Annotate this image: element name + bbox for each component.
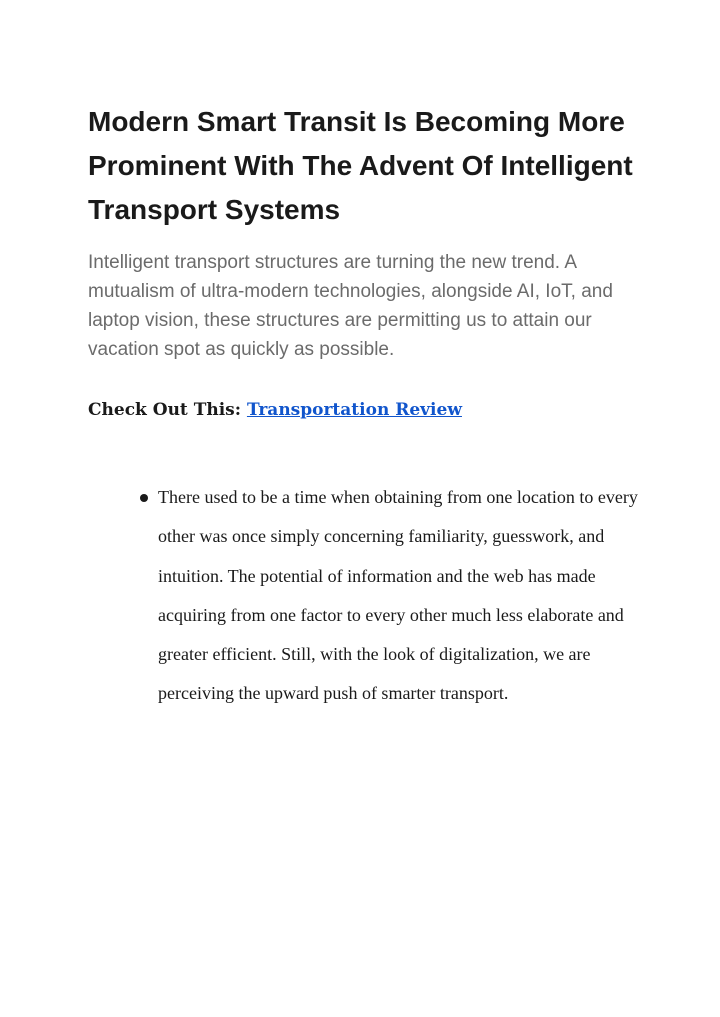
check-out-line bbox=[88, 397, 648, 423]
transportation-review-link[interactable]: Transportation Review bbox=[246, 400, 462, 420]
bullet-dot-icon bbox=[140, 494, 148, 502]
check-out-label: Check Out This: bbox=[88, 400, 242, 420]
bullet-list bbox=[136, 478, 656, 714]
page-title: Modern Smart Transit Is Becoming More Prominent With The Advent Of Intelligent Transport Systems bbox=[88, 106, 633, 225]
list-item bbox=[136, 478, 656, 714]
list-item-text: There used to be a time when obtaining from one location to every other was once simply concerning familiarity, guesswork, and intuition. The potential of information and the web has made acquiring from one factor to every other much less elaborate and greater efficient. Still, with the look of digitalization, we are perceiving the upward push of smarter transport. bbox=[158, 487, 638, 704]
intro-paragraph: Intelligent transport structures are turning the new trend. A mutualism of ultra-modern technologies, alongside AI, IoT, and laptop vision, these structures are permitting us to attain our vacation spot as quickly as possible. bbox=[88, 252, 613, 360]
